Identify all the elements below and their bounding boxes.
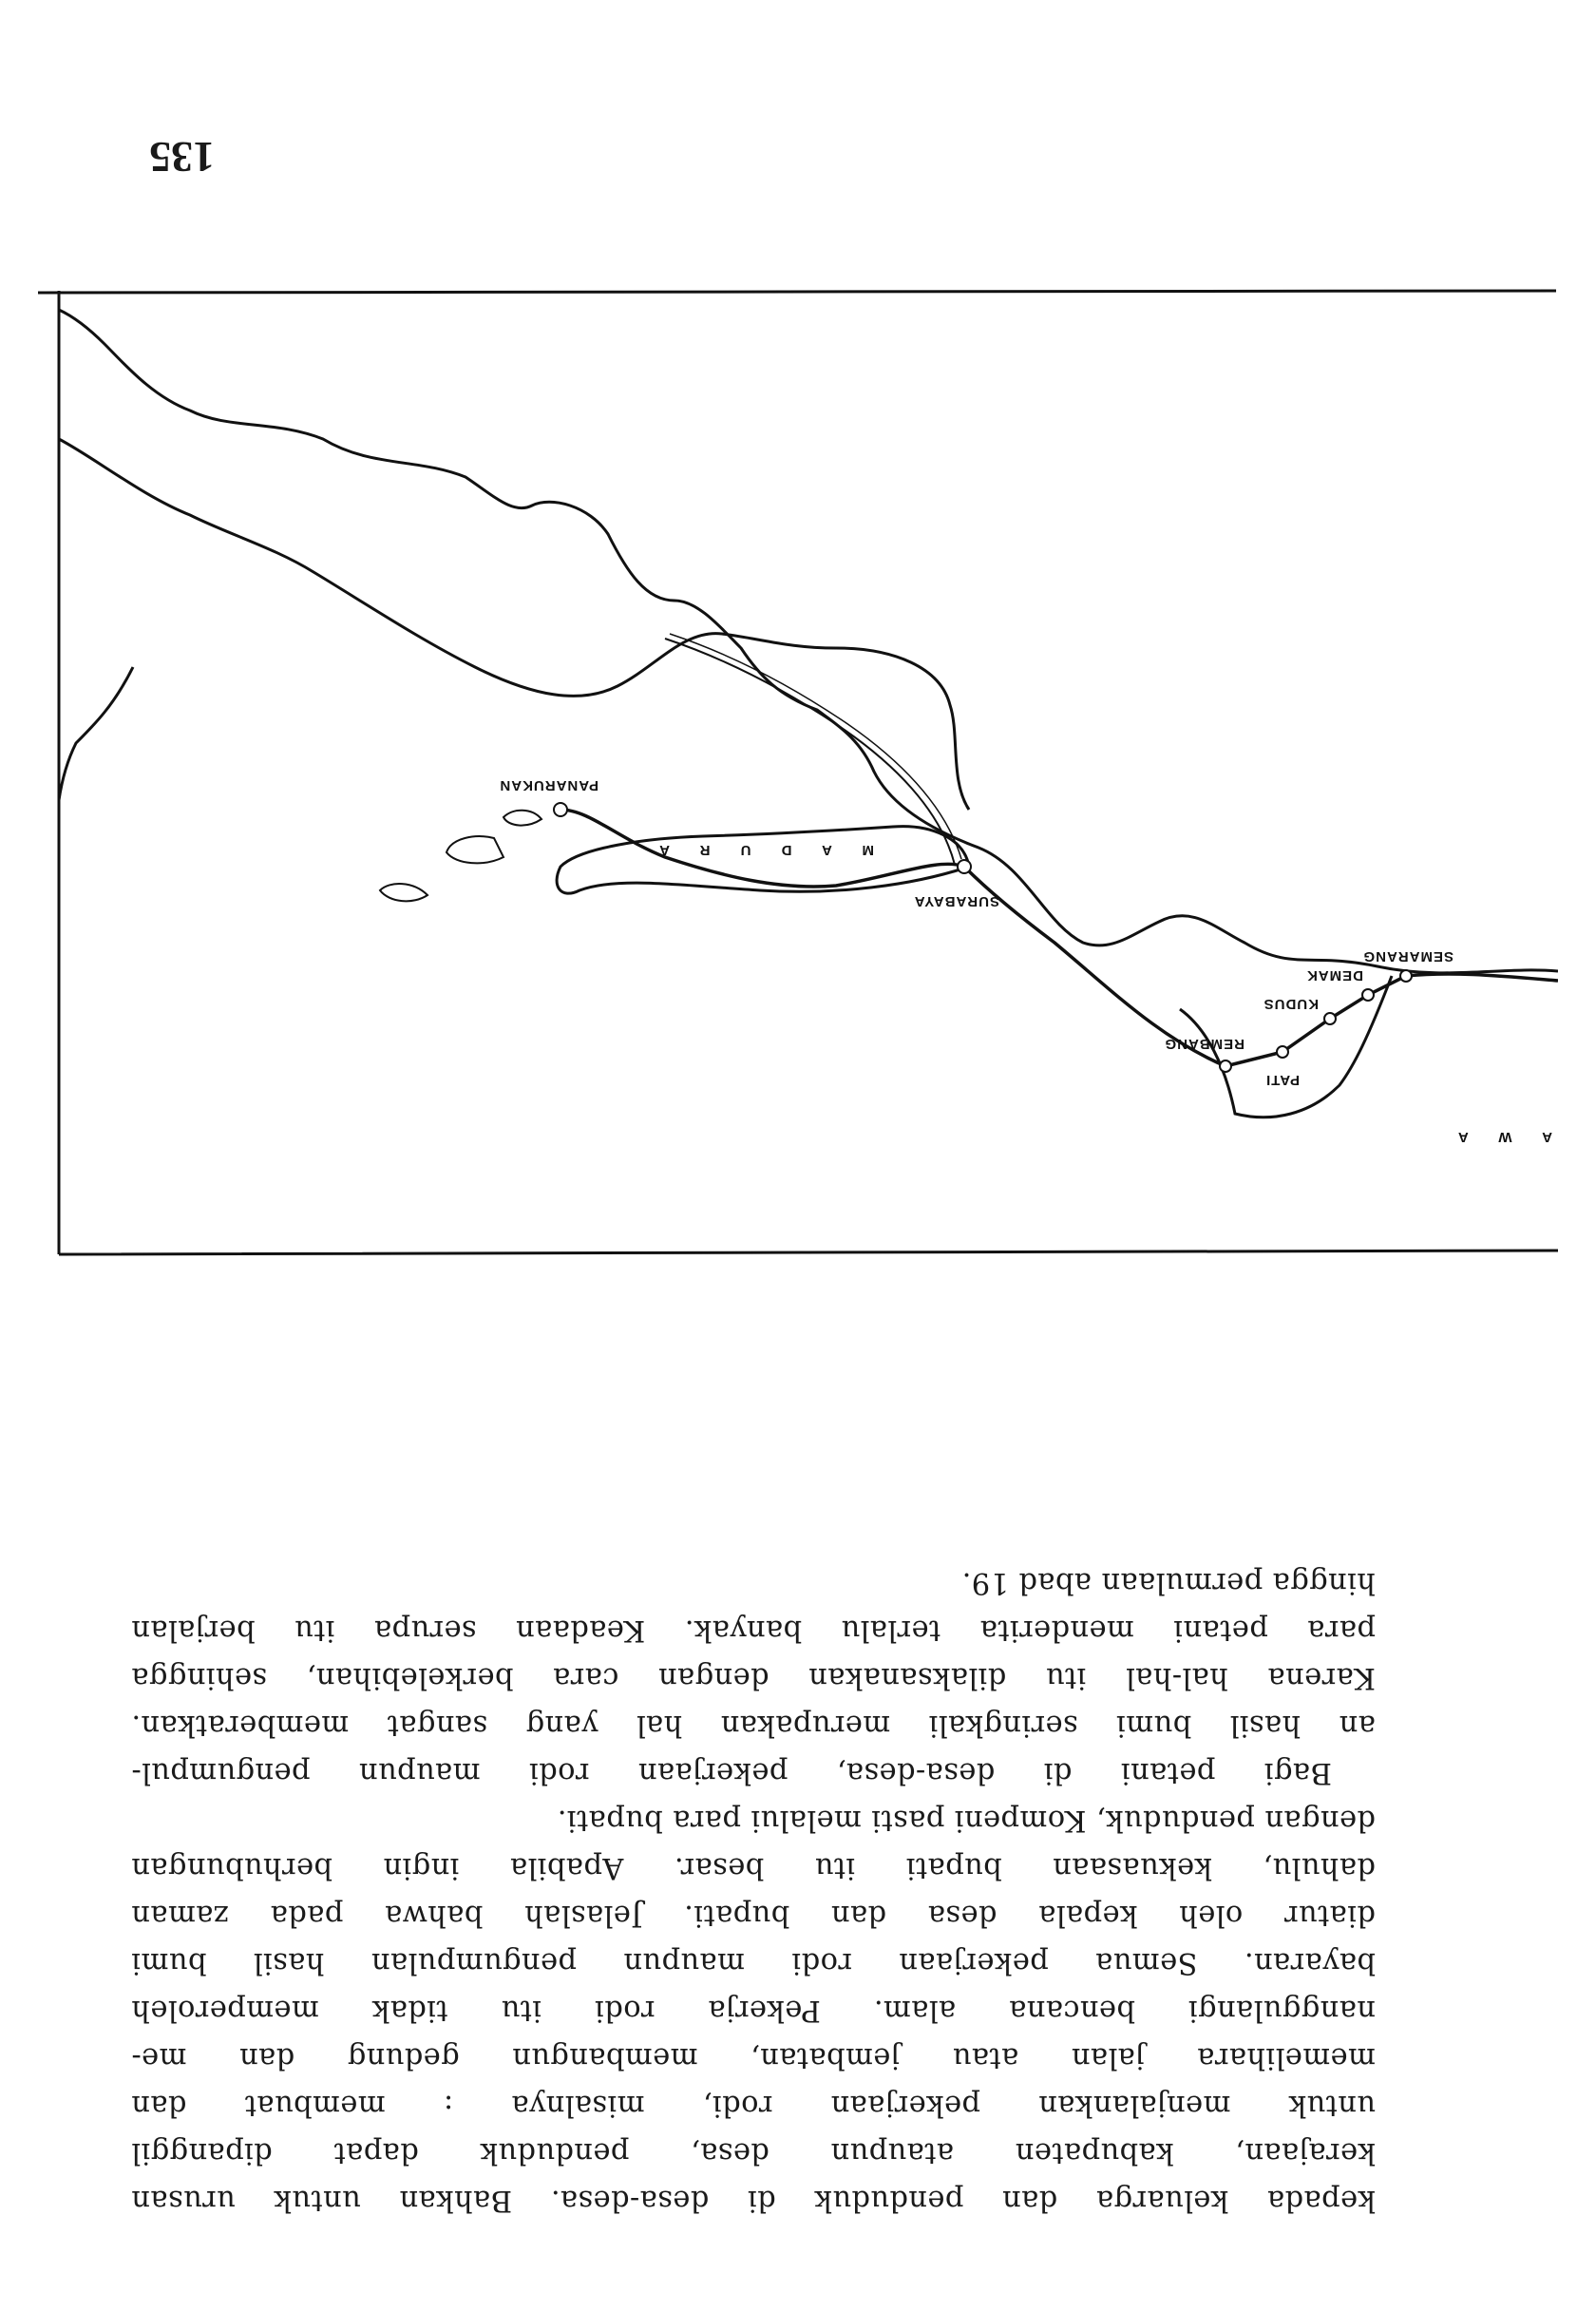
text-line: memelihara jalan atau jembatan, membangun gedung dan me- — [131, 2041, 1376, 2074]
text-line: hingga permulaan abad 19. — [961, 1566, 1376, 1599]
page-number: 135 — [149, 133, 215, 181]
paragraph-1 — [131, 1796, 1376, 2224]
place-marker-panarukan — [554, 803, 567, 816]
place-label-kudus: KUDUS — [1263, 996, 1319, 1012]
text-line: diatur oleh kepala desa dan bupati. Jelaslah bahwa pada zaman — [131, 1899, 1376, 1932]
place-label-pati: PATI — [1265, 1072, 1300, 1088]
text-line: para petani menderita terlalu banyak. Keadaan serupa itu berjalan — [131, 1614, 1376, 1647]
place-label-panarukan: PANARUKAN — [499, 777, 598, 793]
text-line: Karena hal-hal itu dilaksanakan dengan cara berkelebihan, sehingga — [131, 1661, 1376, 1694]
text-line: dengan penduduk, Kompeni pasti melalui para bupati. — [557, 1804, 1376, 1837]
text-line: dahulu, kekuasaan bupati itu besar. Apabila ingin berhubungan — [131, 1851, 1376, 1884]
paragraph-2 — [131, 1558, 1376, 1796]
text-line: Bagi petani di desa-desa, pekerjaan rodi maupun pengumpul- — [131, 1756, 1332, 1789]
text-line: bayaran. Semua pekerjaan rodi maupun pengumpulan hasil bumi — [131, 1946, 1376, 1979]
place-label-demak: DEMAK — [1306, 967, 1363, 984]
text-line: kepada keluarga dan penduduk di desa-desa. Bahkan untuk urusan — [131, 2184, 1376, 2217]
java-coastline — [59, 310, 1558, 973]
map-figure — [38, 287, 1558, 1256]
place-marker-kudus — [1324, 1013, 1336, 1024]
small-island-1 — [504, 811, 542, 826]
place-marker-surabaya — [958, 860, 971, 873]
madura-label: M A D U R A — [646, 842, 874, 858]
text-line: nanggulangi bencana alam. Pekerja rodi itu tidak memperoleh — [131, 1994, 1376, 2027]
east-tip-coast — [59, 667, 133, 800]
small-island-3 — [380, 884, 428, 901]
place-marker-demak — [1362, 989, 1374, 1001]
map-region-label: A W A — [1444, 1129, 1552, 1145]
east-java-coastline — [59, 439, 969, 810]
text-line: kerajaan, kabupaten ataupun desa, penduduk dapat dipanggil — [131, 2136, 1376, 2169]
place-marker-rembang — [1220, 1060, 1231, 1072]
place-label-surabaya: SURABAYA — [913, 893, 999, 909]
place-marker-semarang — [1400, 970, 1412, 982]
road-double-line-2 — [670, 634, 961, 859]
map-frame-border — [38, 291, 1558, 1254]
text-line: untuk menjalankan pekerjaan rodi, misalnya : membuat dan — [131, 2089, 1376, 2122]
place-marker-pati — [1277, 1046, 1288, 1058]
text-line: an hasil bumi seringkali merupakan hal yang sangat memberatkan. — [131, 1709, 1376, 1742]
small-island-2 — [446, 836, 504, 863]
body-text — [131, 1558, 1376, 2224]
place-label-rembang: REMBANG — [1164, 1036, 1244, 1052]
place-label-semarang: SEMARANG — [1362, 948, 1454, 965]
